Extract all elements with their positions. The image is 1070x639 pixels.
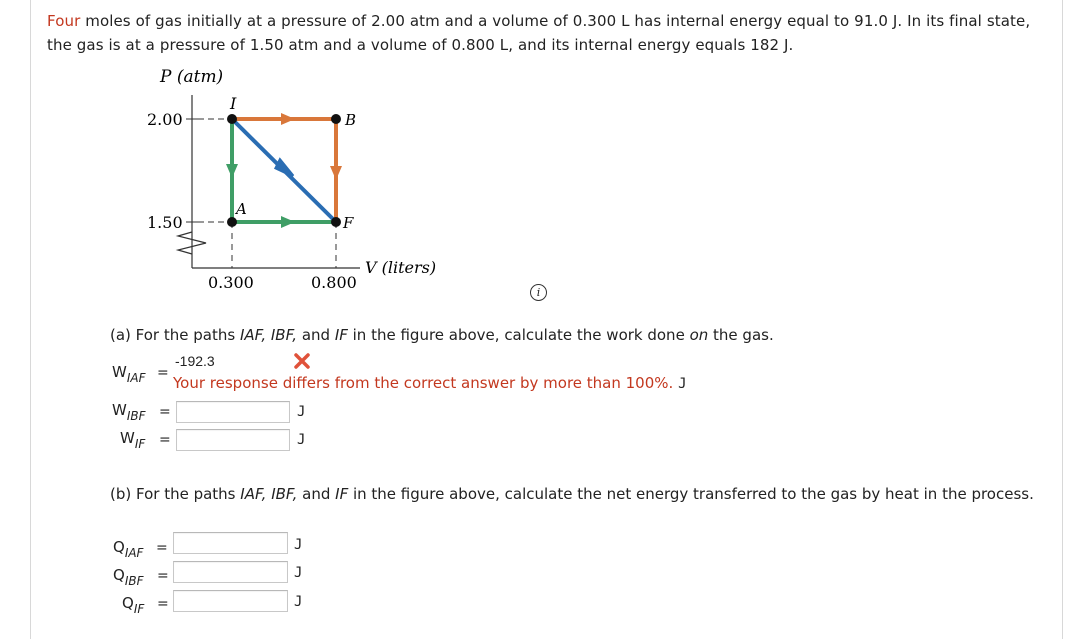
point-label-f: F bbox=[343, 214, 354, 232]
point-a bbox=[227, 217, 237, 227]
w-ibf-input[interactable] bbox=[176, 401, 290, 423]
w-iaf-equals: = bbox=[157, 365, 169, 381]
part-a-text-post: in the figure above, calculate the work done bbox=[347, 326, 690, 344]
point-b bbox=[331, 114, 341, 124]
part-b-text-mid: and bbox=[297, 485, 336, 503]
w-ibf-equals: = bbox=[159, 404, 171, 420]
y-axis-label: P (atm) bbox=[160, 67, 224, 87]
q-if-label bbox=[122, 594, 145, 616]
problem-text: moles of gas initially at a pressure of 2.00 atm and a volume of 0.300 L has internal energy equal to 91.0 J. In its final state, the gas is at a pressure of 1.50 atm and a volume of 0.800 L, and its internal energy equals 182 J. bbox=[47, 12, 1031, 54]
arrow-i-b bbox=[281, 113, 295, 125]
w-iaf-input[interactable]: -192.3 bbox=[175, 353, 215, 369]
q-ibf-unit: J bbox=[294, 565, 303, 581]
q-symbol: Q bbox=[113, 538, 125, 556]
part-b-text: (b) For the paths bbox=[110, 485, 241, 503]
highlighted-number: Four bbox=[47, 12, 81, 30]
q-if-subscript: IF bbox=[133, 602, 145, 616]
q-ibf-subscript: IBF bbox=[124, 574, 144, 588]
arrow-i-f bbox=[276, 160, 293, 176]
error-message bbox=[173, 374, 687, 392]
part-a-on: on bbox=[689, 326, 709, 344]
incorrect-x-icon bbox=[294, 353, 310, 369]
part-b-text-post: in the figure above, calculate the net energy transferred to the gas by heat in the process. bbox=[348, 485, 1034, 503]
point-label-a: A bbox=[236, 200, 247, 218]
q-symbol: Q bbox=[122, 594, 134, 612]
q-ibf-label bbox=[113, 566, 144, 588]
q-iaf-unit: J bbox=[294, 537, 303, 553]
x-tick-label-0-8: 0.800 bbox=[311, 273, 357, 292]
q-ibf-equals: = bbox=[157, 568, 169, 584]
arrow-b-f bbox=[330, 166, 342, 180]
q-iaf-equals: = bbox=[156, 540, 168, 556]
error-unit: J bbox=[678, 376, 687, 392]
w-if-unit: J bbox=[297, 432, 306, 448]
w-if-label bbox=[120, 429, 146, 451]
part-b-question bbox=[110, 482, 1050, 506]
part-a-text-end: the gas. bbox=[708, 326, 774, 344]
part-a-paths: IAF, IBF, bbox=[239, 326, 298, 344]
part-a-path-if: IF bbox=[334, 326, 348, 344]
arrow-a-f bbox=[281, 216, 295, 228]
point-i bbox=[227, 114, 237, 124]
part-a-question bbox=[110, 323, 774, 347]
y-tick-label-2: 2.00 bbox=[147, 110, 183, 129]
error-text: Your response differs from the correct answer by more than 100%. bbox=[173, 374, 674, 392]
q-if-unit: J bbox=[294, 594, 303, 610]
x-axis-label: V (liters) bbox=[365, 258, 437, 277]
w-ibf-unit: J bbox=[297, 404, 306, 420]
q-iaf-subscript: IAF bbox=[124, 546, 144, 560]
q-symbol: Q bbox=[113, 566, 125, 584]
w-symbol: W bbox=[112, 363, 127, 381]
part-b-path-if: IF bbox=[335, 485, 349, 503]
part-a-text: (a) For the paths bbox=[110, 326, 240, 344]
point-f bbox=[331, 217, 341, 227]
q-iaf-label bbox=[113, 538, 144, 560]
w-symbol: W bbox=[112, 401, 127, 419]
point-label-i: I bbox=[230, 94, 237, 113]
part-b-paths: IAF, IBF, bbox=[240, 485, 298, 503]
y-tick-label-1-5: 1.50 bbox=[147, 213, 183, 232]
part-a-text-mid: and bbox=[297, 326, 335, 344]
info-icon[interactable]: i bbox=[530, 284, 547, 301]
w-iaf-subscript: IAF bbox=[126, 371, 146, 385]
w-iaf-label bbox=[112, 363, 146, 385]
q-if-equals: = bbox=[157, 596, 169, 612]
x-tick-label-0-3: 0.300 bbox=[208, 273, 254, 292]
w-ibf-label bbox=[112, 401, 146, 423]
w-if-equals: = bbox=[159, 432, 171, 448]
w-ibf-subscript: IBF bbox=[126, 409, 146, 423]
w-symbol: W bbox=[120, 429, 135, 447]
w-if-subscript: IF bbox=[134, 437, 146, 451]
w-if-input[interactable] bbox=[176, 429, 290, 451]
arrow-i-a bbox=[226, 164, 238, 178]
q-ibf-input[interactable] bbox=[173, 561, 288, 583]
q-iaf-input[interactable] bbox=[173, 532, 288, 554]
q-if-input[interactable] bbox=[173, 590, 288, 612]
point-label-b: B bbox=[345, 111, 357, 129]
